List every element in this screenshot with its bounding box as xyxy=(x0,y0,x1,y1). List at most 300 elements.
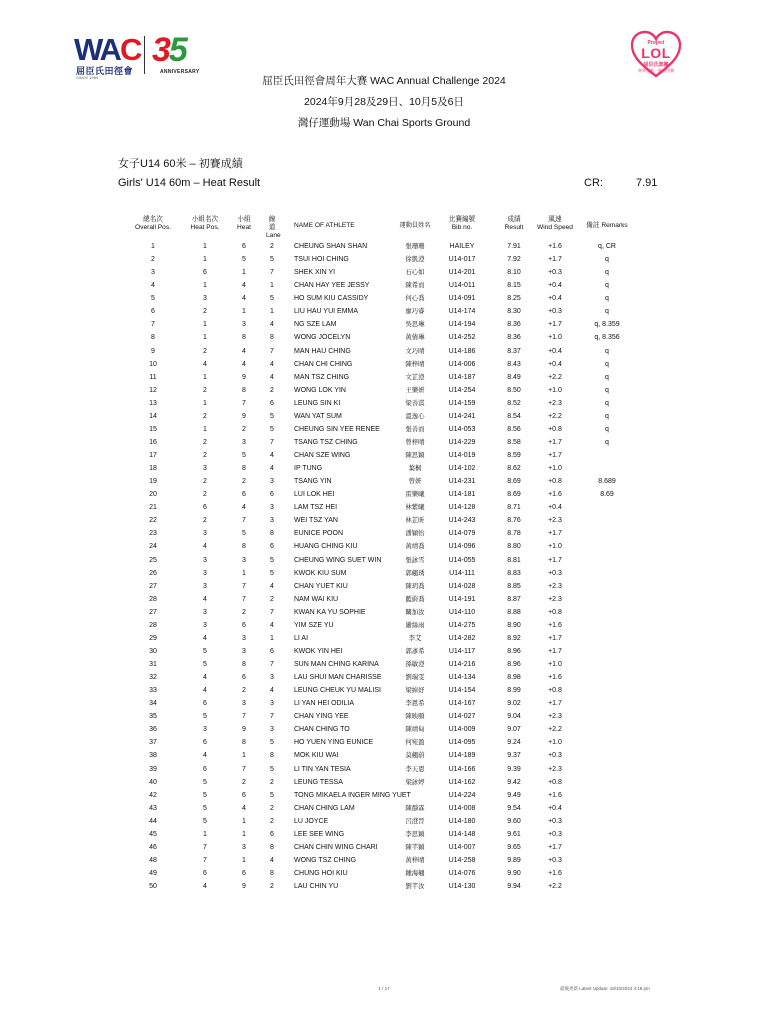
cell-athlete-name: TSUI HOI CHING xyxy=(294,256,349,264)
col-bib-line-1: 比賽編號 xyxy=(448,216,476,223)
cell-bib-no: U14-053 xyxy=(448,425,476,433)
cell-overall-pos: 20 xyxy=(149,491,157,499)
cell-heat: 9 xyxy=(242,412,246,420)
cell-heat: 2 xyxy=(242,425,246,433)
cell-athlete-cn-name: 何宛盈 xyxy=(405,739,425,747)
cell-wind-speed: +1.7 xyxy=(548,256,562,264)
cell-athlete-cn-name: 嚴絲雨 xyxy=(405,621,425,629)
cell-bib-no: U14-159 xyxy=(448,399,476,407)
cell-remarks: 8.69 xyxy=(600,491,614,499)
cell-result: 8.54 xyxy=(507,412,521,420)
table-row xyxy=(118,684,678,697)
cell-remarks xyxy=(574,619,640,632)
col-result-line-2: Result xyxy=(504,224,524,231)
cell-overall-pos: 45 xyxy=(149,830,157,838)
cell-athlete-name: WONG JOCELYN xyxy=(294,334,351,342)
wac-logo-sub: SINCE 1989 xyxy=(76,75,99,80)
cell-remarks xyxy=(574,580,640,593)
cell-remarks: q, 8.356 xyxy=(594,334,620,342)
cell-overall-pos: 40 xyxy=(149,778,157,786)
cell-lane: 3 xyxy=(270,504,274,512)
cell-result: 7.91 xyxy=(507,243,521,250)
cell-bib-no: U14-027 xyxy=(448,713,476,721)
cell-result: 8.83 xyxy=(507,569,521,577)
cell-heat-pos: 6 xyxy=(203,700,207,708)
anniversary-digit-5: 5 xyxy=(168,31,186,69)
race-title-cn: 女子U14 60米 – 初賽成績 xyxy=(118,158,243,170)
cell-athlete-cn-name: 劉芊汝 xyxy=(405,883,425,891)
table-row xyxy=(118,776,678,789)
cell-athlete-cn-name: 張善而 xyxy=(405,425,425,433)
cell-bib-no: U14-076 xyxy=(448,870,476,877)
cell-bib-no: U14-096 xyxy=(448,543,476,551)
cell-overall-pos: 25 xyxy=(149,556,157,564)
lol-text: LOL xyxy=(641,45,671,61)
cell-athlete-cn-name xyxy=(398,789,432,802)
cell-result: 9.61 xyxy=(507,830,521,838)
cell-remarks: q xyxy=(605,360,609,368)
cell-result: 9.65 xyxy=(507,843,521,851)
cell-heat: 8 xyxy=(242,543,246,551)
event-venue: 灣仔運動場 Wan Chai Sports Ground xyxy=(297,117,471,129)
table-row xyxy=(118,815,678,828)
cell-remarks: q xyxy=(605,347,609,355)
cell-overall-pos: 19 xyxy=(149,478,157,486)
cell-remarks xyxy=(574,723,640,736)
lol-cn: 屈臣氏集團 xyxy=(643,62,669,68)
cell-bib-no: U14-162 xyxy=(448,778,476,786)
cell-lane: 2 xyxy=(270,804,274,812)
cell-bib-no: U14-224 xyxy=(448,791,476,799)
cell-lane: 8 xyxy=(270,870,274,877)
cell-wind-speed: +1.7 xyxy=(548,452,562,459)
cell-lane: 4 xyxy=(270,360,274,368)
cell-wind-speed: +1.6 xyxy=(548,791,562,799)
cell-athlete-name: LAU SHUI MAN CHARISSE xyxy=(294,674,382,682)
cell-result: 8.36 xyxy=(507,321,521,329)
cell-athlete-cn-name: 梁善淇 xyxy=(405,399,425,407)
cell-heat-pos: 4 xyxy=(203,883,207,891)
cell-athlete-name: TSANG YIN xyxy=(294,478,332,486)
cell-bib-no: U14-275 xyxy=(448,621,476,629)
cell-lane: 2 xyxy=(270,386,274,394)
cell-wind-speed: +1.6 xyxy=(548,621,562,629)
cell-result: 8.10 xyxy=(507,269,521,277)
cell-athlete-name: WONG LOK YIN xyxy=(294,386,346,394)
cell-remarks xyxy=(574,880,640,893)
cell-heat: 1 xyxy=(242,269,246,277)
cell-lane: 6 xyxy=(270,491,274,499)
cell-lane: 4 xyxy=(270,687,274,695)
cell-remarks xyxy=(574,658,640,671)
cell-remarks: q xyxy=(605,399,609,407)
cell-overall-pos: 29 xyxy=(149,634,157,642)
cell-wind-speed: +0.3 xyxy=(548,856,562,864)
cell-athlete-cn-name: 李天恩 xyxy=(405,765,425,773)
cell-athlete-cn-name: 孫敏澄 xyxy=(405,661,425,668)
cell-overall-pos: 28 xyxy=(149,621,157,629)
cell-bib-no: U14-241 xyxy=(448,412,476,420)
cell-result: 8.62 xyxy=(507,465,521,473)
cell-bib-no: U14-243 xyxy=(448,517,476,525)
cell-heat-pos: 1 xyxy=(203,830,207,838)
cell-athlete-cn-name: 吳思琳 xyxy=(405,321,425,329)
table-row xyxy=(118,423,678,436)
cell-lane: 6 xyxy=(270,830,274,838)
cell-heat: 2 xyxy=(242,687,246,695)
cell-lane: 3 xyxy=(270,726,274,734)
cell-bib-no: U14-258 xyxy=(448,856,476,864)
cell-athlete-name: WAN YAT SUM xyxy=(294,412,342,420)
cell-wind-speed: +0.8 xyxy=(548,687,562,695)
cell-overall-pos: 5 xyxy=(151,295,155,303)
cell-athlete-name: NG SZE LAM xyxy=(294,321,337,329)
cell-athlete-cn-name: 郭彥希 xyxy=(405,647,425,655)
col-overall-pos xyxy=(118,216,188,232)
cell-lane: 8 xyxy=(270,334,274,342)
cell-remarks xyxy=(574,449,640,462)
cell-remarks xyxy=(574,501,640,514)
cell-heat-pos: 5 xyxy=(203,817,207,825)
cell-bib-no: U14-110 xyxy=(448,608,476,616)
col-heat-line-1: 小組 xyxy=(237,216,251,223)
cell-heat-pos: 4 xyxy=(203,543,207,551)
cell-result: 9.42 xyxy=(507,778,521,786)
cell-wind-speed: +2.2 xyxy=(548,412,562,420)
cell-bib-no: U14-055 xyxy=(448,556,476,564)
cell-bib-no: U14-201 xyxy=(448,269,476,277)
col-remarks: 備註 Remarks xyxy=(586,222,628,229)
cell-result: 9.49 xyxy=(507,791,521,799)
cell-overall-pos: 16 xyxy=(149,438,157,446)
table-row xyxy=(118,854,678,867)
cell-athlete-cn-name: 曾梓晴 xyxy=(405,438,425,446)
cell-result: 8.92 xyxy=(507,634,521,642)
wac-logo-letter-c: C xyxy=(119,32,141,67)
cell-lane: 8 xyxy=(270,530,274,538)
cell-athlete-cn-name: 陳芊穎 xyxy=(405,843,425,851)
cell-result: 8.85 xyxy=(507,582,521,590)
cell-athlete-name: MAN HAU CHING xyxy=(294,347,351,355)
cell-heat-pos: 4 xyxy=(203,687,207,695)
cell-lane: 7 xyxy=(270,608,274,616)
col-heat-pos xyxy=(188,216,222,232)
cell-result: 8.76 xyxy=(507,517,521,525)
cell-heat: 5 xyxy=(242,256,246,264)
cell-result: 8.96 xyxy=(507,661,521,668)
cell-athlete-name: KWAN KA YU SOPHIE xyxy=(294,608,366,616)
cell-lane: 5 xyxy=(270,791,274,799)
cell-athlete-name: EUNICE POON xyxy=(294,530,344,538)
cell-bib-no: U14-167 xyxy=(448,700,476,708)
cell-remarks xyxy=(574,802,640,815)
cell-heat-pos: 2 xyxy=(203,347,207,355)
cell-result: 8.58 xyxy=(507,438,521,446)
cell-bib-no: U14-009 xyxy=(448,726,476,734)
cell-athlete-cn-name: 陳靖甸 xyxy=(405,726,425,734)
cell-overall-pos: 6 xyxy=(151,308,155,316)
table-row xyxy=(118,671,678,684)
cell-bib-no: U14-091 xyxy=(448,295,476,303)
race-title-en: Girls' U14 60m – Heat Result xyxy=(118,177,261,189)
col-wind-line-2: Wind Speed xyxy=(537,224,573,231)
cell-athlete-cn-name: 陳梓晴 xyxy=(405,360,425,368)
cell-wind-speed: +1.7 xyxy=(548,700,562,708)
table-row xyxy=(118,358,678,371)
cell-lane: 3 xyxy=(270,700,274,708)
cell-heat-pos: 3 xyxy=(203,530,207,538)
cell-wind-speed: +0.3 xyxy=(548,269,562,277)
cell-result: 8.80 xyxy=(507,543,521,551)
cell-wind-speed: +0.3 xyxy=(548,308,562,316)
cell-athlete-cn-name: 張詠雪 xyxy=(405,556,425,564)
table-row xyxy=(118,305,678,318)
cell-heat: 2 xyxy=(242,608,246,616)
cell-remarks xyxy=(574,671,640,684)
cell-athlete-name: LU JOYCE xyxy=(294,817,329,825)
cell-heat: 9 xyxy=(242,373,246,381)
cell-heat: 1 xyxy=(242,308,246,316)
cell-athlete-cn-name: 梁綽妤 xyxy=(405,687,425,695)
cell-athlete-cn-name: 關加汝 xyxy=(405,608,425,616)
cell-remarks: q xyxy=(605,269,609,277)
cell-result: 8.52 xyxy=(507,399,521,407)
table-row xyxy=(118,736,678,749)
cell-lane: 7 xyxy=(270,713,274,721)
cell-result: 9.02 xyxy=(507,700,521,708)
cell-lane: 4 xyxy=(270,856,274,864)
cell-lane: 4 xyxy=(270,321,274,329)
table-row xyxy=(118,867,678,880)
cell-lane: 2 xyxy=(270,883,274,891)
cell-heat-pos: 3 xyxy=(203,582,207,590)
cell-bib-no: HAILEY xyxy=(449,243,475,250)
cell-wind-speed: +1.0 xyxy=(548,661,562,668)
cell-overall-pos: 37 xyxy=(149,739,157,747)
cell-athlete-cn-name: 張珊珊 xyxy=(405,243,425,250)
cell-lane: 2 xyxy=(270,778,274,786)
cell-wind-speed: +2.3 xyxy=(548,765,562,773)
cell-bib-no: U14-017 xyxy=(448,256,476,264)
cell-overall-pos: 31 xyxy=(149,661,157,668)
cell-athlete-name: MOK KIU WAI xyxy=(294,752,339,760)
cell-heat: 2 xyxy=(242,478,246,486)
cell-heat-pos: 5 xyxy=(203,778,207,786)
cell-remarks xyxy=(574,736,640,749)
cell-wind-speed: +0.4 xyxy=(548,295,562,303)
table-row xyxy=(118,527,678,540)
cell-heat-pos: 1 xyxy=(203,334,207,342)
cell-bib-no: U14-216 xyxy=(448,661,476,668)
cell-wind-speed: +1.0 xyxy=(548,739,562,747)
cell-athlete-cn-name: 潘穎怡 xyxy=(405,530,425,538)
cell-remarks: q, 8.359 xyxy=(594,321,620,329)
cell-athlete-name: LEE SEE WING xyxy=(294,830,345,838)
event-title: 屈臣氏田徑會周年大賽 WAC Annual Challenge 2024 xyxy=(262,75,506,87)
cell-athlete-name: CHAN CHING LAM xyxy=(294,804,355,812)
cell-bib-no: U14-194 xyxy=(448,321,476,329)
cell-heat: 4 xyxy=(242,282,246,290)
cell-result: 8.90 xyxy=(507,621,521,629)
cell-overall-pos: 15 xyxy=(149,425,157,433)
cell-remarks: 8.689 xyxy=(598,478,616,486)
cell-athlete-cn-name: 陳映頤 xyxy=(405,713,425,721)
cell-heat: 3 xyxy=(242,556,246,564)
cell-heat-pos: 3 xyxy=(203,608,207,616)
cell-heat: 1 xyxy=(242,569,246,577)
col-result xyxy=(492,216,536,232)
cell-wind-speed: +2.2 xyxy=(548,726,562,734)
col-wind-line-1: 風速 xyxy=(548,216,562,223)
cell-bib-no: U14-191 xyxy=(448,595,476,603)
cell-heat: 6 xyxy=(242,870,246,877)
cell-remarks xyxy=(574,632,640,645)
cell-overall-pos: 4 xyxy=(151,282,155,290)
cell-heat-pos: 6 xyxy=(203,870,207,877)
cell-remarks: q xyxy=(605,438,609,446)
cell-athlete-name: LI AI xyxy=(294,634,309,642)
table-row xyxy=(118,540,678,553)
cell-lane: 4 xyxy=(270,465,274,473)
cell-heat: 7 xyxy=(242,399,246,407)
cell-athlete-name: TSANG TSZ CHING xyxy=(294,438,358,446)
cell-bib-no: U14-102 xyxy=(448,465,476,473)
cell-wind-speed: +0.4 xyxy=(548,504,562,512)
cell-lane: 4 xyxy=(270,373,274,381)
cell-athlete-name: CHAN HAY YEE JESSY xyxy=(294,282,370,290)
cell-result: 8.59 xyxy=(507,452,521,459)
cell-lane: 7 xyxy=(270,661,274,668)
cell-overall-pos: 28 xyxy=(149,595,157,603)
cell-result: 8.15 xyxy=(507,282,521,290)
cell-remarks xyxy=(574,540,640,553)
table-row xyxy=(118,240,678,253)
cell-remarks: q xyxy=(605,412,609,420)
cell-heat-pos: 6 xyxy=(203,269,207,277)
cell-remarks xyxy=(574,554,640,567)
table-row xyxy=(118,645,678,658)
col-bib xyxy=(432,216,492,232)
cell-bib-no: U14-117 xyxy=(448,647,476,655)
cell-athlete-cn-name: 徐凱澄 xyxy=(405,256,425,264)
table-row xyxy=(118,253,678,266)
cell-heat-pos: 2 xyxy=(203,308,207,316)
cell-remarks xyxy=(574,854,640,867)
wac-logo-cn: 屈臣氏田徑會 xyxy=(76,66,134,76)
cell-heat: 5 xyxy=(242,452,246,459)
cell-lane: 7 xyxy=(270,269,274,277)
cell-result: 8.56 xyxy=(507,425,521,433)
cell-athlete-cn-name: 廖巧睿 xyxy=(405,308,425,316)
cell-wind-speed: +2.3 xyxy=(548,399,562,407)
cell-lane: 7 xyxy=(270,347,274,355)
cell-overall-pos: 12 xyxy=(149,386,157,394)
cell-lane: 8 xyxy=(270,752,274,760)
cell-athlete-name: LIU HAU YUI EMMA xyxy=(294,308,359,316)
cell-bib-no: U14-252 xyxy=(448,334,476,342)
col-overall-pos-line-1: 總名次 xyxy=(143,216,163,223)
cell-remarks xyxy=(574,606,640,619)
cell-overall-pos: 24 xyxy=(149,543,157,551)
cell-heat: 9 xyxy=(242,883,246,891)
cell-result: 7.92 xyxy=(507,256,521,264)
cell-remarks: q xyxy=(605,425,609,433)
cell-heat: 6 xyxy=(242,621,246,629)
col-cn-name: 運動員姓名 xyxy=(399,222,431,229)
cell-remarks: q xyxy=(605,386,609,394)
cell-remarks xyxy=(574,645,640,658)
table-row xyxy=(118,397,678,410)
cell-result: 9.89 xyxy=(507,856,521,864)
cell-athlete-cn-name: 溫逸心 xyxy=(405,412,425,420)
cell-bib-no: U14-187 xyxy=(448,373,476,381)
cell-overall-pos: 9 xyxy=(151,347,155,355)
cell-overall-pos: 11 xyxy=(149,373,157,381)
cr-label: CR: xyxy=(584,177,603,189)
cell-heat: 1 xyxy=(242,752,246,760)
table-row xyxy=(118,514,678,527)
cell-result: 9.24 xyxy=(507,739,521,747)
cell-overall-pos: 49 xyxy=(149,870,157,877)
cell-overall-pos: 34 xyxy=(149,700,157,708)
cell-remarks xyxy=(574,514,640,527)
table-row xyxy=(118,345,678,358)
cell-wind-speed: +1.6 xyxy=(548,491,562,499)
cell-overall-pos: 23 xyxy=(149,530,157,538)
cell-heat-pos: 4 xyxy=(203,634,207,642)
cell-heat-pos: 5 xyxy=(203,647,207,655)
cell-remarks xyxy=(574,776,640,789)
cell-wind-speed: +1.6 xyxy=(548,243,562,250)
results-table xyxy=(118,216,678,893)
cell-overall-pos: 26 xyxy=(149,569,157,577)
table-row xyxy=(118,554,678,567)
cell-result: 9.54 xyxy=(507,804,521,812)
cell-bib-no: U14-154 xyxy=(448,687,476,695)
cell-athlete-name: SUN MAN CHING KARINA xyxy=(294,661,379,668)
table-row xyxy=(118,763,678,776)
anniversary-digit-3: 3 xyxy=(152,31,169,69)
cell-athlete-cn-name: 雷樂曦 xyxy=(405,491,425,499)
table-body xyxy=(118,240,678,893)
cell-lane: 3 xyxy=(270,674,274,682)
cell-wind-speed: +0.3 xyxy=(548,752,562,760)
cell-lane: 2 xyxy=(270,595,274,603)
cell-overall-pos: 1 xyxy=(151,243,155,250)
cell-heat: 3 xyxy=(242,438,246,446)
cell-result: 8.25 xyxy=(507,295,521,303)
cell-heat: 7 xyxy=(242,595,246,603)
cell-remarks xyxy=(574,593,640,606)
cell-athlete-cn-name: 黃梓晴 xyxy=(405,856,425,864)
cell-remarks: q xyxy=(605,373,609,381)
cell-bib-no: U14-189 xyxy=(448,752,476,760)
cell-lane: 5 xyxy=(270,556,274,564)
table-row xyxy=(118,802,678,815)
cell-bib-no: U14-229 xyxy=(448,438,476,446)
table-row xyxy=(118,710,678,723)
cell-overall-pos: 32 xyxy=(149,674,157,682)
cell-heat-pos: 7 xyxy=(203,843,207,851)
cell-athlete-name: CHAN CHIN WING CHARI xyxy=(294,843,378,851)
col-heat-pos-line-2: Heat Pos. xyxy=(190,224,220,231)
cell-athlete-cn-name: 李艾 xyxy=(408,634,422,642)
cell-athlete-cn-name: 李恩希 xyxy=(405,700,425,708)
cell-athlete-cn-name: 劉瑞雯 xyxy=(405,674,425,682)
cell-athlete-name: HO SUM KIU CASSIDY xyxy=(294,295,369,303)
cell-wind-speed: +1.7 xyxy=(548,634,562,642)
cell-heat: 7 xyxy=(242,582,246,590)
